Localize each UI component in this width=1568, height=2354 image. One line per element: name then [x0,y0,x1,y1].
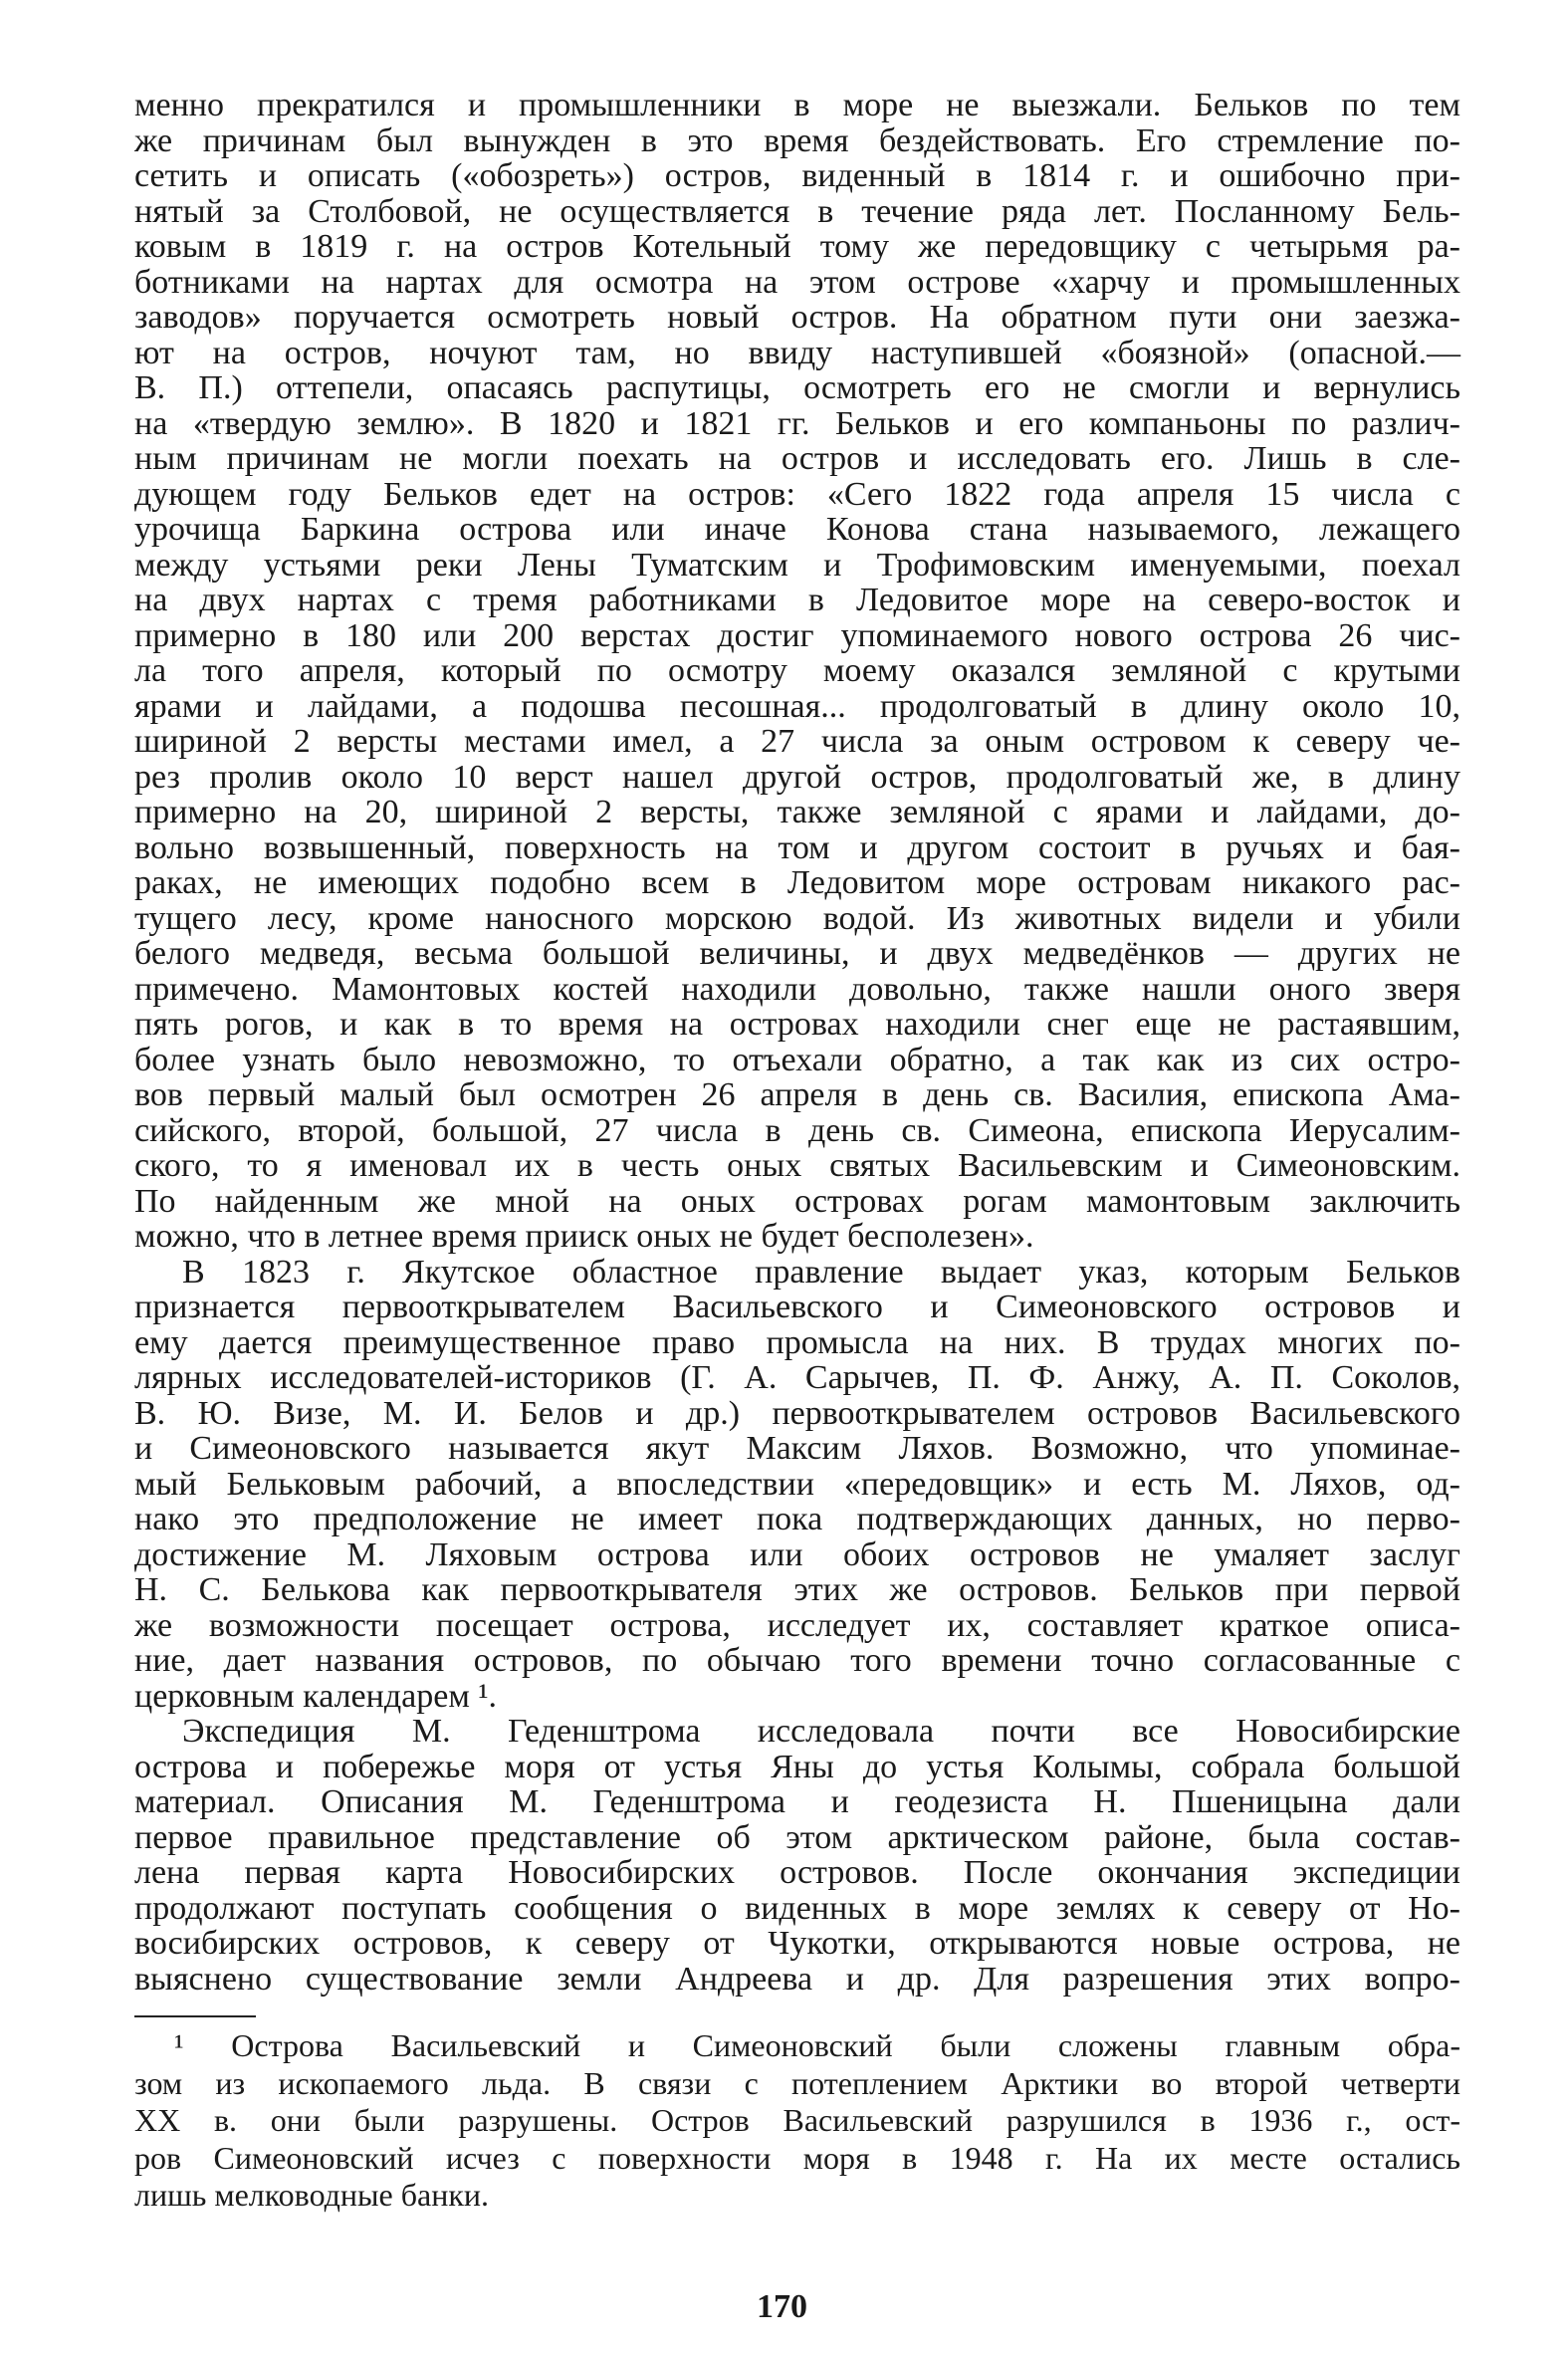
text-line: и Симеоновского называется якут Максим Ляхов. Возможно, что упоминае- [134,1430,1460,1467]
text-line: ботниками на нартах для осмотра на этом острове «харчу и промышленных [134,263,1460,301]
text-line: ла того апреля, который по осмотру моему оказался земляной с крутыми [134,652,1460,689]
text-line: примечено. Мамонтовых костей находили довольно, также нашли оного зверя [134,970,1460,1008]
text-line: сетить и описать («обозреть») остров, виденный в 1814 г. и ошибочно при- [134,157,1460,194]
text-line: ние, дает названия островов, по обычаю того времени точно согласованные с [134,1642,1460,1679]
footnote-separator [134,2015,256,2017]
text-line: В. П.) оттепели, опасаясь распутицы, осмотреть его не смогли и вернулись [134,369,1460,406]
text-line: Н. С. Белькова как первооткрывателя этих же островов. Бельков при первой [134,1571,1460,1608]
text-line: дующем году Бельков едет на остров: «Сего 1822 года апреля 15 числа с [134,475,1460,513]
text-line: на «твердую землю». В 1820 и 1821 гг. Бельков и его компаньоны по различ- [134,404,1460,442]
text-line: белого медведя, весьма большой величины, и двух медведёнков — других не [134,935,1460,972]
text-line: ковым в 1819 г. на остров Котельный тому же передовщику с четырьмя ра- [134,228,1460,265]
text-line: раках, не имеющих подобно всем в Ледовитом море островам никакого рас- [134,864,1460,901]
text-line: же причинам был вынужден в это время бездействовать. Его стремление по- [134,121,1460,159]
text-line: нако это предположение не имеет пока подтверждающих данных, но перво- [134,1501,1460,1537]
page-number: 170 [757,2288,807,2325]
text-line: же возможности посещает острова, исследует их, составляет краткое описа- [134,1606,1460,1644]
text-line: ского, то я именовал их в честь оных святых Васильевским и Симеоновским. [134,1147,1460,1184]
text-line: первое правильное представление об этом арктическом районе, была состав- [134,1818,1460,1856]
text-line: церковным календарем ¹. [134,1677,498,1715]
text-line: ярами и лайдами, а подошва песошная... продолговатый в длину около 10, [134,687,1460,725]
text-line: Экспедиция М. Геденштрома исследовала почти все Новосибирские [182,1713,1460,1750]
text-line: вольно возвышенный, поверхность на том и другом состоит в ручьях и бая- [134,828,1460,866]
text-line: продолжают поступать сообщения о виденных в море землях к северу от Но- [134,1889,1460,1927]
text-line: урочища Баркина острова или иначе Конова стана называемого, лежащего [134,511,1460,548]
text-line: лена первая карта Новосибирских островов. После окончания экспедиции [134,1854,1460,1891]
text-line: мый Бельковым рабочий, а впоследствии «передовщик» и есть М. Ляхов, од- [134,1465,1460,1503]
text-line: признается первооткрывателем Васильевского и Симеоновского островов и [134,1289,1460,1325]
text-line: примерно на 20, шириной 2 версты, также земляной с ярами и лайдами, до- [134,794,1460,830]
text-line: вов первый малый был осмотрен 26 апреля в день св. Василия, епископа Ама- [134,1076,1460,1113]
footnote-line: ¹ Острова Васильевский и Симеоновский были сложены главным обра- [174,2027,1460,2063]
text-line: выяснено существование земли Андреева и др. Для разрешения этих вопро- [134,1960,1460,1998]
footnote-line: ров Симеоновский исчез с поверхности моря в 1948 г. На их месте остались [134,2139,1460,2176]
text-line: пять рогов, и как в то время на островах находили снег еще не растаявшим, [134,1006,1460,1043]
text-line: между устьями реки Лены Туматским и Трофимовским именуемыми, поехал [134,546,1460,584]
text-line: достижение М. Ляховым острова или обоих островов не умаляет заслуг [134,1535,1460,1573]
text-line: рез пролив около 10 верст нашел другой остров, продолговатый же, в длину [134,758,1460,796]
text-line: примерно в 180 или 200 верстах достиг упоминаемого нового острова 26 чис- [134,616,1460,654]
text-line: сийского, второй, большой, 27 числа в день св. Симеона, епископа Иерусалим- [134,1111,1460,1149]
text-line: более узнать было невозможно, то отъехали обратно, а так как из сих остро- [134,1041,1460,1078]
text-line: менно прекратился и промышленники в море не выезжали. Бельков по тем [134,87,1460,123]
text-line: острова и побережье моря от устья Яны до устья Колымы, собрала большой [134,1748,1460,1785]
text-line: восибирских островов, к северу от Чукотки, открываются новые острова, не [134,1925,1460,1962]
footnote [134,2027,1460,2215]
footnote-line: XX в. они были разрушены. Остров Васильевский разрушился в 1936 г., ост- [134,2102,1460,2138]
text-line: В. Ю. Визе, М. И. Белов и др.) первооткрывателем островов Васильевского [134,1394,1460,1432]
body-text [134,88,1460,1997]
text-line: материал. Описания М. Геденштрома и геодезиста Н. Пшеницына дали [134,1783,1460,1820]
text-line: на двух нартах с тремя работниками в Ледовитое море на северо-восток и [134,582,1460,618]
text-line: По найденным же мной на оных островах рогам мамонтовым заключить [134,1182,1460,1220]
footnote-line: зом из ископаемого льда. В связи с потеплением Арктики во второй четверти [134,2064,1460,2101]
text-line: тущего лесу, кроме наносного морскою водой. Из животных видели и убили [134,899,1460,937]
text-line: В 1823 г. Якутское областное правление выдает указ, которым Бельков [182,1253,1460,1291]
text-line: нятый за Столбовой, не осуществляется в течение ряда лет. Посланному Бель- [134,192,1460,230]
text-line: шириной 2 версты местами имел, а 27 числа за оным островом к северу че- [134,723,1460,760]
text-line: ным причинам не могли поехать на остров и исследовать его. Лишь в сле- [134,440,1460,477]
text-line: лярных исследователей-историков (Г. А. Сарычев, П. Ф. Анжу, А. П. Соколов, [134,1359,1460,1396]
text-line: ему дается преимущественное право промысла на них. В трудах многих по- [134,1323,1460,1361]
footnote-line: лишь мелководные банки. [134,2177,490,2213]
text-line: заводов» поручается осмотреть новый остров. На обратном пути они заезжа- [134,299,1460,336]
text-line: ют на остров, ночуют там, но ввиду наступившей «боязной» (опасной.— [134,334,1460,371]
text-line: можно, что в летнее время прииск оных не будет бесполезен». [134,1218,1034,1255]
